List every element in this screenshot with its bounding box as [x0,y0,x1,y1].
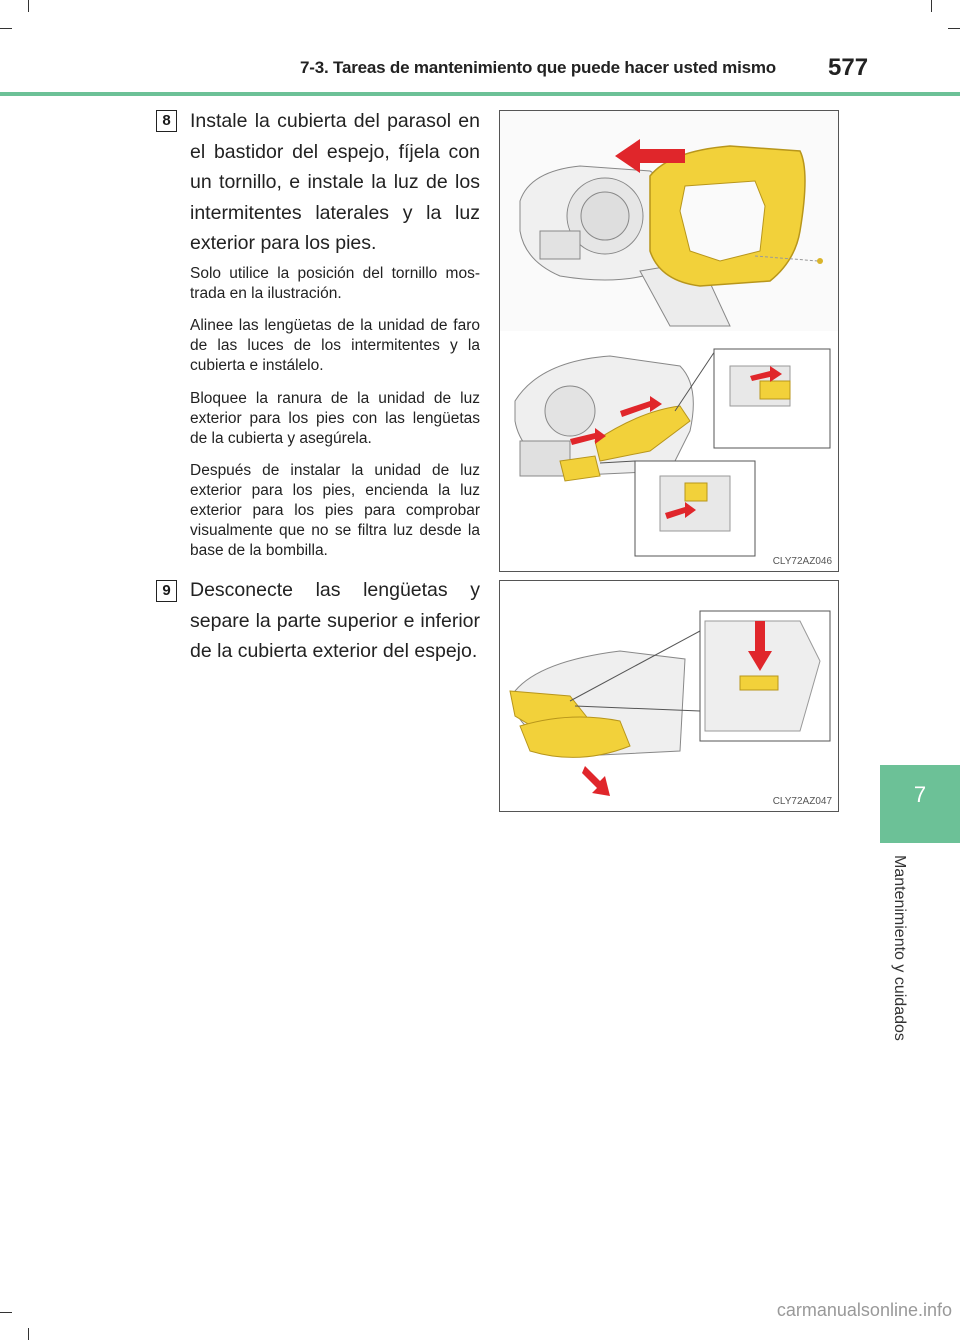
chapter-side-label-text: Mantenimiento y cuidados [891,855,908,1041]
chapter-side-label [886,855,916,1065]
step-number-badge: 9 [156,580,177,602]
step-8-note: Solo utilice la posición del tornillo mos-trada en la ilustración. [190,265,480,302]
chapter-tab-number: 7 [913,782,927,807]
crop-mark [28,1328,29,1340]
crop-mark [948,28,960,29]
crop-mark [28,0,29,12]
step-9-instruction: Desconecte las lengüetas y separe la parte superior e inferior de la cubierta exterior del espejo. [190,579,480,662]
crop-mark [931,0,932,12]
crop-mark [0,1312,12,1313]
header-divider [0,92,960,96]
step-8-note: Bloquee la ranura de la unidad de luz exterior para los pies con las lengüetas de la cubierta y asegúrela. [190,390,480,447]
step-8-note: Después de instalar la unidad de luz exterior para los pies, encienda la luz exterior para los pies para comprobar visualmente que no se filtra luz desde la base de la bombilla. [190,462,480,559]
mirror-cover-illustration [500,581,838,811]
step-8-illustration [499,110,839,572]
figure-code: CLY72AZ047 [772,796,832,807]
page-header-title: 7-3. Tareas de mantenimiento que puede hacer usted mismo [300,58,776,77]
figure-code: CLY72AZ046 [772,556,832,567]
step-8-note: Alinee las lengüetas de la unidad de faro de las luces de los intermitentes y la cubierta e instálelo. [190,317,480,374]
step-9-illustration [499,580,839,812]
step-number-badge: 8 [156,110,177,132]
footer-watermark-url[interactable]: carmanualsonline.info [776,1300,952,1320]
mirror-assembly-illustration [500,111,838,571]
page-number: 577 [828,54,869,81]
step-8-instruction: Instale la cubierta del parasol en el bastidor del espejo, fíjela con un tornillo, e instale la luz de los intermitentes laterales y la luz exterior para los pies. [190,110,480,254]
crop-mark [0,28,12,29]
